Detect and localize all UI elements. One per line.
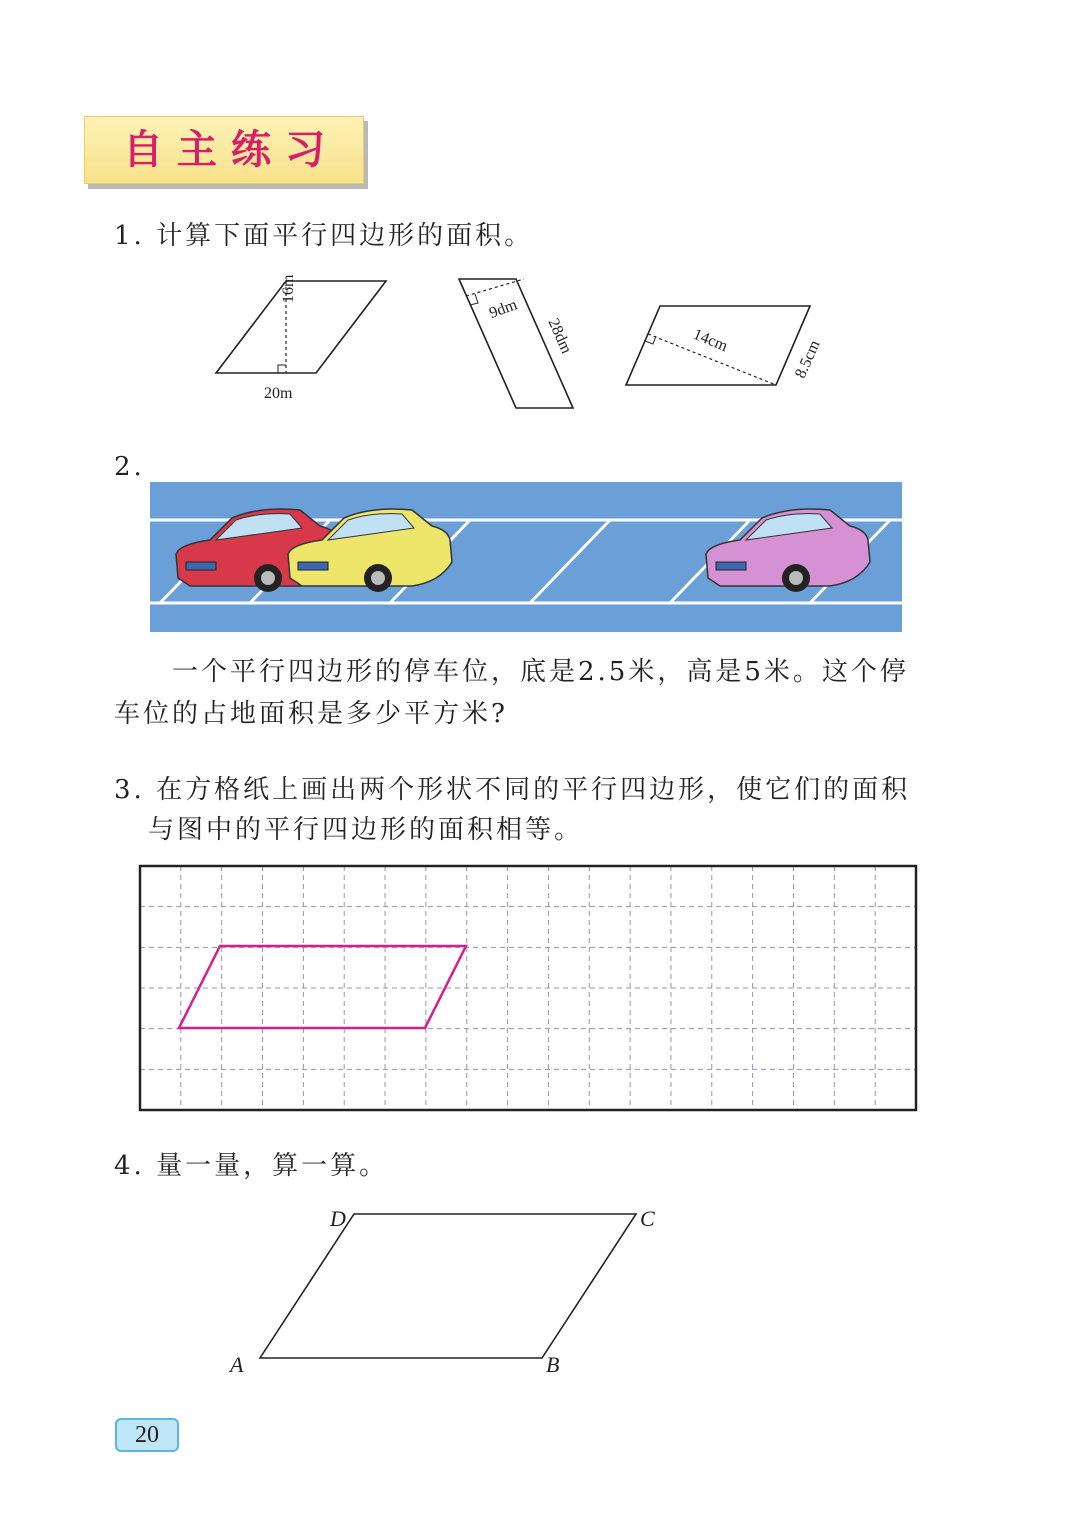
question-2-line1: 一个平行四边形的停车位，底是2.5米，高是5米。这个停 xyxy=(172,657,909,687)
shape2-side-label: 28dm xyxy=(544,316,575,357)
vertex-b-label: B xyxy=(546,1352,560,1377)
parking-lot-illustration xyxy=(150,482,902,632)
shape2-height-label: 9dm xyxy=(487,296,520,322)
parallelogram-1 xyxy=(216,281,386,373)
page-number: 20 xyxy=(115,1418,179,1452)
question-3-line1: 3. 在方格纸上画出两个形状不同的平行四边形，使它们的面积 xyxy=(114,775,911,805)
question-2-line2: 车位的占地面积是多少平方米? xyxy=(114,699,508,729)
grid-paper xyxy=(138,864,918,1112)
vertex-a-label: A xyxy=(230,1352,244,1377)
shape1-height-label: 16m xyxy=(280,274,297,303)
question-1-text: 1. 计算下面平行四边形的面积。 xyxy=(114,221,534,251)
shape3-side-label: 8.5cm xyxy=(792,337,824,381)
section-title: 自主练习 xyxy=(123,127,339,173)
vertex-d-label: D xyxy=(330,1206,346,1231)
q1-figures xyxy=(200,270,860,420)
section-banner xyxy=(84,116,364,184)
shape3-height-label: 14cm xyxy=(690,326,730,356)
question-3-line2: 与图中的平行四边形的面积相等。 xyxy=(148,815,584,845)
shape1-base-label: 20m xyxy=(264,385,293,402)
vertex-c-label: C xyxy=(640,1206,655,1231)
question-4-text: 4. 量一量，算一算。 xyxy=(114,1151,389,1181)
question-2-number: 2. xyxy=(114,452,145,482)
parallelogram-abcd xyxy=(220,1200,680,1380)
